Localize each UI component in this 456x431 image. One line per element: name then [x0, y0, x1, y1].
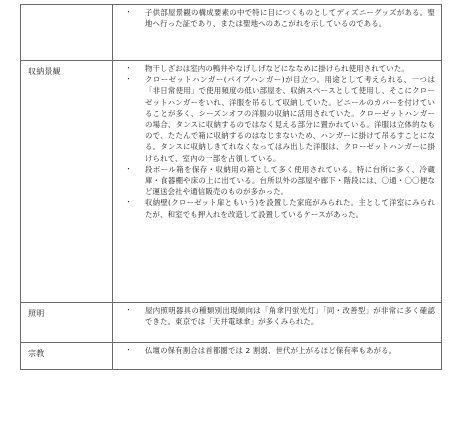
- bullet-icon: ・: [125, 64, 133, 72]
- list-item: [123, 74, 435, 164]
- bullet-list: [123, 7, 435, 29]
- list-item: [123, 164, 435, 198]
- table-row: [21, 5, 442, 61]
- category-cell: 宗教: [21, 343, 113, 370]
- list-item: [123, 7, 435, 29]
- content-cell: [113, 61, 442, 303]
- item-text: 収納壁(クローゼット扉ともいう)を設置した家庭がみられた。主として洋室にみられたが、和室でも押入れを改造して設置しているケースがあった。: [145, 198, 435, 219]
- list-item: [123, 63, 435, 74]
- bullet-icon: ・: [125, 164, 133, 173]
- list-item: [123, 345, 435, 356]
- bullet-icon: ・: [125, 346, 133, 354]
- bullet-icon: ・: [125, 198, 133, 207]
- bullet-list: [123, 345, 435, 356]
- bullet-icon: ・: [125, 306, 133, 314]
- bullet-list: [123, 305, 435, 327]
- table-row: [21, 303, 442, 343]
- item-text: クローゼットハンガー(パイプハンガー)が目立つ。用途として考えられる、一つは「非日常使用」で使用頻度の低い部屋を、収納スペースとして使用し、そこにクローゼットハンガーをいれ、洋服を吊るして収納していた。ビニールのカバーを付けていることが多く、シーズンオフの洋服の収納に活用されていた。クローゼットハンガーの場合、タンスに収納するのではなく見える部分に置かれている。洋服は立体的なもので、たたんで箱に収納するのはなじまないため、ハンガーに掛けて吊るすことになる。タンスに収納しきてれなくなってはみ出した洋服は、クローゼットハンガーに掛けられて、室内の一部を占領している。: [145, 75, 435, 163]
- content-cell: [113, 303, 442, 343]
- bullet-list: [123, 63, 435, 220]
- category-cell: 収納景観: [21, 61, 113, 303]
- item-text: 仏壇の保有割合は首都圏では 2 割弱、世代が上がるほど保有率もあがる。: [145, 346, 397, 355]
- bullet-icon: ・: [125, 75, 133, 84]
- category-cell: 照明: [21, 303, 113, 343]
- category-cell: [21, 5, 113, 61]
- content-cell: [113, 5, 442, 61]
- content-cell: [113, 343, 442, 370]
- list-item: [123, 197, 435, 219]
- table-row: [21, 61, 442, 303]
- bullet-icon: ・: [125, 8, 133, 16]
- list-item: [123, 305, 435, 327]
- item-text: 段ボール箱を保存・収納用の箱として多く使用されている。特に台所に多く、冷蔵庫・食器棚や床の上に出ている。台所以外の部屋や廊下・階段には、〇通・〇〇便など運送会社や通信販売のものが多かった。: [145, 164, 435, 197]
- item-text: 物干しざおは室内の鴨井やなげしげなどにななめに掛けられ使用されていた。: [145, 64, 409, 73]
- item-text: 子供部屋景観の構成要素の中で特に目につくものとしてディズニーグッズがある。聖地へ行った証であり、または聖地へのあこがれを示しているのである。: [145, 8, 435, 29]
- landscape-table: [20, 4, 442, 370]
- item-text: 屋内照明器具の種類別出現傾向は「角傘円蛍光灯」「同・改善型」が非常に多く確認できた。東京では「天井電球傘」が多くみられた。: [145, 306, 435, 327]
- table-row: [21, 343, 442, 370]
